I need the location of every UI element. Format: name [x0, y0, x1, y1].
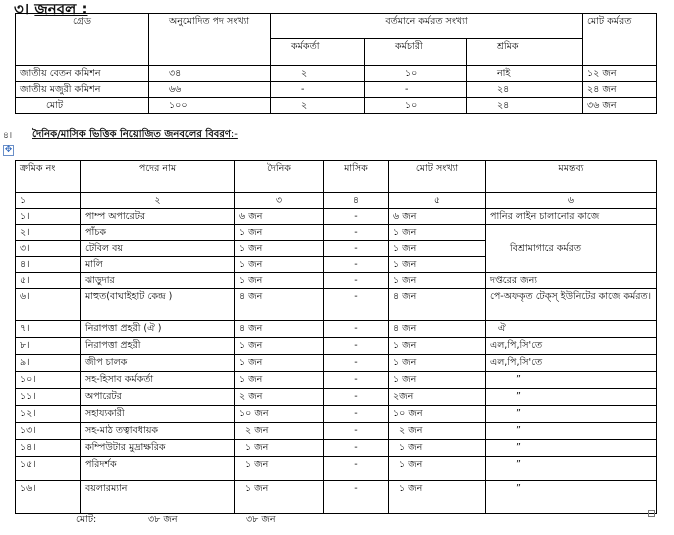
footer-grand-total: ৩৮ জন — [246, 514, 276, 525]
cell-remarks: ” — [486, 406, 657, 423]
header-officer: কর্মকর্তা — [271, 39, 365, 66]
cell-remarks: দপ্তরের জন্য — [486, 273, 657, 289]
cell-total: ১ জন — [389, 481, 486, 514]
column-number: ৬ — [486, 193, 657, 209]
cell-serial: ৬। — [16, 289, 81, 321]
cell-grade: জাতীয় মজুরী কমিশন — [16, 82, 149, 98]
cell-monthly: - — [324, 372, 389, 389]
cell-total: ৪ জন — [389, 321, 486, 338]
cell-remarks: এল,পি,সি'তে — [486, 338, 657, 355]
column-number: ১ — [16, 193, 81, 209]
cell-grade: মোট — [16, 98, 149, 114]
table-row — [16, 225, 657, 241]
cell-monthly: - — [324, 440, 389, 457]
section-4-heading: দৈনিক/মাসিক ভিত্তিক নিয়োজিত জনবলের বিবরণ:- — [32, 129, 238, 140]
cell-daily: ১ জন — [235, 481, 324, 514]
cell-serial: ৪। — [16, 257, 81, 273]
cell-post-name: সহ-মাঠ তত্বাবধায়ক — [81, 423, 235, 440]
section-4-number: ৪। — [3, 131, 13, 141]
footer-total-label: মোট: — [76, 514, 97, 525]
cell-monthly: - — [324, 481, 389, 514]
cell-staff: ১০ — [365, 66, 467, 82]
cell-remarks: বিশ্রামাগারে কর্মরত — [486, 225, 657, 273]
cell-daily: ১ জন — [235, 440, 324, 457]
cell-post-name: অপারেটর — [81, 389, 235, 406]
header-row — [16, 161, 657, 193]
table-row — [16, 406, 657, 423]
cell-total: ৬ জন — [389, 209, 486, 225]
cell-total: ১ জন — [389, 355, 486, 372]
footer-daily-total: ৩৮ জন — [148, 514, 178, 525]
cell-officer: ২ — [271, 66, 365, 82]
cell-staff: ১০ — [365, 98, 467, 114]
cell-post-name: মাহুত(বাঘাইহাট কেন্দ্র ) — [81, 289, 235, 321]
daily-monthly-staff-table — [15, 160, 657, 514]
cell-monthly: - — [324, 355, 389, 372]
table-row — [16, 289, 657, 321]
cell-serial: ৫। — [16, 273, 81, 289]
table-row — [16, 321, 657, 338]
table-row — [16, 66, 657, 82]
cell-monthly: - — [324, 225, 389, 241]
cell-total: ৩৬ জন — [583, 98, 657, 114]
cell-monthly: - — [324, 289, 389, 321]
table-row — [16, 209, 657, 225]
cell-daily: ১ জন — [235, 241, 324, 257]
cell-total: ১ জন — [389, 338, 486, 355]
column-number: ৩ — [235, 193, 324, 209]
cell-officer: ২ — [271, 98, 365, 114]
cell-worker: নাই — [467, 66, 583, 82]
cell-total: ১ জন — [389, 241, 486, 257]
column-number-row — [16, 193, 657, 209]
cell-serial: ৮। — [16, 338, 81, 355]
header-grade: গ্রেড — [16, 14, 149, 66]
cell-total: ২ জন — [389, 423, 486, 440]
cell-serial: ১২। — [16, 406, 81, 423]
cell-total: ১ জন — [389, 372, 486, 389]
cell-approved: ৬৬ — [149, 82, 271, 98]
section-3-heading: ৩। জনবল : — [14, 0, 88, 18]
cell-total: ১ জন — [389, 440, 486, 457]
table-row — [16, 423, 657, 440]
header-daily: দৈনিক — [235, 161, 324, 193]
table-row — [16, 440, 657, 457]
cell-post-name: ঝাড়ুদার — [81, 273, 235, 289]
cell-total: ১০ জন — [389, 406, 486, 423]
table-row — [16, 98, 657, 114]
cell-post-name: পরিদর্শক — [81, 457, 235, 481]
cell-remarks: ঐ — [486, 321, 657, 338]
cell-remarks: ” — [486, 372, 657, 389]
cell-post-name: টেবিল বয় — [81, 241, 235, 257]
cell-daily: ৪ জন — [235, 289, 324, 321]
cell-serial: ২। — [16, 225, 81, 241]
cell-remarks: ” — [486, 389, 657, 406]
cell-serial: ১০। — [16, 372, 81, 389]
cell-post-name: বয়লারম্যান — [81, 481, 235, 514]
cell-serial: ১৫। — [16, 457, 81, 481]
cell-total: ৪ জন — [389, 289, 486, 321]
cell-monthly: - — [324, 257, 389, 273]
cell-post-name: জীপ চালক — [81, 355, 235, 372]
header-staff: কর্মচারী — [365, 39, 467, 66]
cell-total: ১ জন — [389, 257, 486, 273]
header-approved: অনুমোদিত পদ সংখ্যা — [149, 14, 271, 66]
cell-grade: জাতীয় বেতন কমিশন — [16, 66, 149, 82]
table-row — [16, 273, 657, 289]
cell-daily: ২ জন — [235, 389, 324, 406]
cell-monthly: - — [324, 321, 389, 338]
table-resize-handle[interactable] — [648, 510, 655, 517]
cell-monthly: - — [324, 457, 389, 481]
cell-staff: - — [365, 82, 467, 98]
cell-remarks: পানির লাইন চালানোর কাজে — [486, 209, 657, 225]
table-row — [16, 338, 657, 355]
cell-worker: ২৪ — [467, 82, 583, 98]
cell-monthly: - — [324, 241, 389, 257]
cell-post-name: নিরাপত্তা প্রহরী (ঐ ) — [81, 321, 235, 338]
cell-remarks: পে-অফকৃত টেক্স্ ইউনিটের কাজে কর্মরত। — [486, 289, 657, 321]
header-serial: ক্রমিক নং — [16, 161, 81, 193]
cell-monthly: - — [324, 406, 389, 423]
header-worker: শ্রমিক — [467, 39, 583, 66]
cell-total: ২জন — [389, 389, 486, 406]
table-row — [16, 355, 657, 372]
cell-remarks: ” — [486, 440, 657, 457]
cell-monthly: - — [324, 209, 389, 225]
cell-serial: ১৪। — [16, 440, 81, 457]
cell-daily: ১ জন — [235, 273, 324, 289]
cell-serial: ৭। — [16, 321, 81, 338]
table-row — [16, 457, 657, 481]
header-remarks: মমন্তব্য — [486, 161, 657, 193]
cell-officer: - — [271, 82, 365, 98]
cell-serial: ১। — [16, 209, 81, 225]
cell-daily: ১ জন — [235, 225, 324, 241]
cell-daily: ১০ জন — [235, 406, 324, 423]
cell-total: ১২ জন — [583, 66, 657, 82]
cell-total: ১ জন — [389, 225, 486, 241]
table-move-handle-icon[interactable]: ✥ — [4, 145, 13, 155]
header-post-name: পদের নাম — [81, 161, 235, 193]
cell-serial: ১৬। — [16, 481, 81, 514]
cell-post-name: সহ-হিসাব কর্মকর্তা — [81, 372, 235, 389]
header-current: বর্তমানে কর্মরত সংখ্যা — [271, 14, 583, 39]
header-total: মোট সংখ্যা — [389, 161, 486, 193]
cell-serial: ৯। — [16, 355, 81, 372]
cell-monthly: - — [324, 338, 389, 355]
cell-post-name: নিরাপত্তা প্রহরী — [81, 338, 235, 355]
table-row — [16, 389, 657, 406]
column-number: ৫ — [389, 193, 486, 209]
cell-remarks: ” — [486, 457, 657, 481]
cell-serial: ১১। — [16, 389, 81, 406]
table-row — [16, 481, 657, 514]
cell-approved: ১০০ — [149, 98, 271, 114]
cell-daily: ৪ জন — [235, 321, 324, 338]
cell-remarks: ” — [486, 481, 657, 514]
cell-monthly: - — [324, 389, 389, 406]
cell-serial: ৩। — [16, 241, 81, 257]
cell-total: ১ জন — [389, 457, 486, 481]
column-number: ২ — [81, 193, 235, 209]
manpower-table — [15, 13, 657, 114]
cell-monthly: - — [324, 423, 389, 440]
cell-post-name: কম্পিউটার মুদ্রাক্ষরিক — [81, 440, 235, 457]
cell-serial: ১৩। — [16, 423, 81, 440]
header-monthly: মাসিক — [324, 161, 389, 193]
cell-daily: ১ জন — [235, 355, 324, 372]
cell-daily: ১ জন — [235, 338, 324, 355]
cell-worker: ২৪ — [467, 98, 583, 114]
table-row — [16, 372, 657, 389]
cell-total: ১ জন — [389, 273, 486, 289]
cell-daily: ১ জন — [235, 457, 324, 481]
table-row — [16, 82, 657, 98]
cell-remarks: ” — [486, 423, 657, 440]
cell-monthly: - — [324, 273, 389, 289]
cell-daily: ২ জন — [235, 423, 324, 440]
header-total: মোট কর্মরত — [583, 14, 657, 66]
cell-daily: ৬ জন — [235, 209, 324, 225]
cell-post-name: মালি — [81, 257, 235, 273]
cell-total: ২৪ জন — [583, 82, 657, 98]
cell-approved: ৩৪ — [149, 66, 271, 82]
cell-post-name: সহায্যকারী — [81, 406, 235, 423]
cell-daily: ১ জন — [235, 257, 324, 273]
cell-post-name: পাঁচক — [81, 225, 235, 241]
cell-post-name: পাম্প অপারেটর — [81, 209, 235, 225]
cell-remarks: এল,পি,সি'তে — [486, 355, 657, 372]
column-number: ৪ — [324, 193, 389, 209]
cell-daily: ১ জন — [235, 372, 324, 389]
